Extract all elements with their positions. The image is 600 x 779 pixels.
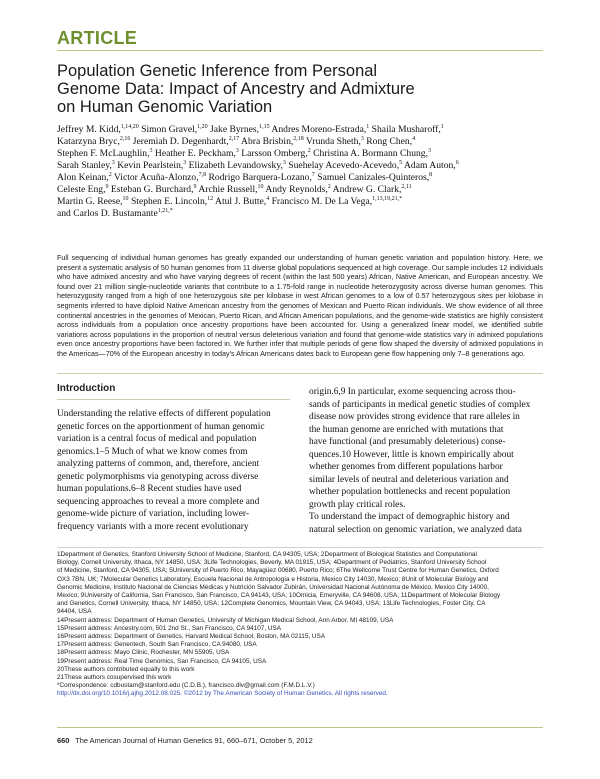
body-column-right [309, 386, 543, 536]
author-name: Alon Keinan, [57, 172, 109, 183]
section-heading-rule [57, 399, 290, 400]
author-affiliation-marker: 1 [366, 123, 370, 130]
body-text-line: human populations.6–8 Recent studies have used [57, 484, 242, 494]
author-name: Andrew G. Clark, [330, 184, 402, 195]
author-name: Rong Chen, [363, 136, 413, 147]
author-affiliation-marker: 10 [257, 183, 264, 190]
author-affiliation-marker: 3 [183, 159, 187, 166]
author-affiliation-marker: 3 [235, 147, 239, 154]
author-affiliation-marker: 4 [266, 195, 270, 202]
author-affiliation-marker: 9 [193, 183, 197, 190]
body-text-line: growth play critical roles. [309, 499, 406, 510]
author-affiliation-marker: 1,13,19,21,* [372, 195, 403, 202]
author-name: and Carlos D. Bustamante [57, 208, 158, 219]
author-name: Andy Reynolds, [263, 184, 328, 195]
body-text-line: the human genome are enriched with mutations that [309, 424, 504, 435]
title-line: Genome Data: Impact of Ancestry and Admixture [57, 80, 415, 98]
page-footer [57, 736, 313, 745]
section-heading-introduction: Introduction [57, 383, 116, 394]
author-list [57, 124, 543, 220]
author-affiliation-marker: 1,20 [197, 123, 208, 130]
author-name: Celeste Eng, [57, 184, 106, 195]
author-name: Heather E. Peckham, [152, 148, 236, 159]
author-affiliation-marker: 7 [311, 171, 315, 178]
author-name: Katarzyna Bryc, [57, 136, 120, 147]
body-text-line: disease now provides strong evidence that rare alleles in [309, 412, 520, 422]
author-line [57, 160, 543, 172]
footnote-line: and Genetics, Cornell University, Ithaca, NY 14850, USA; 12Complete Genomics, Mountain View, CA 94043, USA; 13Life Technologies, Foster City, CA [57, 600, 486, 608]
title-line: on Human Genomic Variation [57, 98, 273, 116]
author-line [57, 172, 543, 184]
author-affiliation-marker: 2 [327, 183, 331, 190]
author-name: Jake Byrnes, [207, 124, 260, 135]
title-line: Population Genetic Inference from Personal [57, 62, 378, 80]
doi-link[interactable]: http://dx.doi.org/10.1016/j.ajhg.2012.08.025. ©2012 by The American Society of Human Genetics. All rights reserved. [57, 690, 388, 698]
author-affiliation-marker: 1 [440, 123, 444, 130]
author-name: Jeffrey M. Kidd, [57, 124, 121, 135]
author-name: Martin G. Reese, [57, 196, 123, 207]
footnotes [57, 551, 543, 699]
author-affiliation-marker: 2,16 [119, 135, 131, 142]
author-name: Atul J. Butte, [213, 196, 267, 207]
footnote-line: 1Department of Genetics, Stanford University School of Medicine, Stanford, CA 94305, USA; 2Department of Biological Statistics and Computational [57, 551, 477, 558]
author-affiliation-marker: 2,18 [293, 135, 304, 142]
footnote-line: of Medicine, Stanford, CA 94305, USA; 5University of Puerto Rico, Mayagüez 00680, Puerto Rico; 6The Wellcome Trust Centre for Human Genetics, Oxford [57, 567, 499, 575]
author-line [57, 124, 543, 136]
author-affiliation-marker: 4 [412, 135, 416, 142]
footnote-line: OX3 7BN, UK; 7Molecular Genetics Laboratory, Escuela Nacional de Antropología e Historia, Mexico City 14030, Mexico; 8Unit of Molecular Biology and [57, 575, 489, 583]
footnote-line: 17Present address: Genentech, South San Francisco, CA 94080, USA [57, 641, 257, 649]
author-affiliation-marker: 5 [399, 159, 403, 166]
footnote-line: 20These authors contributed equally to this work [57, 665, 195, 673]
footnote-rule [57, 547, 543, 548]
author-affiliation-marker: 1,15 [259, 123, 270, 130]
author-name: Stephen F. McLaughlin, [57, 148, 150, 159]
author-name: Shaila Musharoff, [369, 124, 441, 135]
footer-rule [57, 727, 543, 728]
body-text-line: genomics.1–5 Much of what we know comes from [57, 446, 248, 457]
author-name: Esteban G. Burchard, [108, 184, 194, 195]
author-affiliation-marker: 10 [122, 195, 129, 202]
footnote-line: 16Present address: Department of Genetics, Harvard Medical School, Boston, MA 02115, USA [57, 633, 326, 641]
author-affiliation-marker: 3 [282, 159, 286, 166]
body-text-line: To understand the impact of demographic history and [309, 512, 510, 522]
author-name: Samuel Canizales-Quinteros, [314, 172, 430, 183]
author-affiliation-marker: 6 [455, 159, 459, 166]
author-name: Elizabeth Levandowsky, [186, 160, 283, 171]
footnote-line: 18Present address: Mayo Clinic, Rochester, MN 55905, USA [57, 649, 230, 657]
body-text-line: quences.10 However, little is known empirically about [309, 449, 514, 460]
author-affiliation-marker: 3 [111, 159, 115, 166]
author-affiliation-marker: 8 [429, 171, 433, 178]
author-affiliation-marker: 1,21,* [157, 207, 173, 214]
footnote-line: 14Present address: Department of Human Genetics, University of Michigan Medical School, Ann Arbor, MI 48109, USA [57, 616, 394, 624]
body-text-line: have functional (and presumably deleterious) conse- [309, 437, 506, 447]
author-affiliation-marker: 9 [105, 183, 109, 190]
author-name: Kevin Pearlstein, [114, 160, 184, 171]
footnote-line: 94404, USA [57, 608, 92, 616]
author-name: Stephen E. Lincoln, [128, 196, 208, 207]
body-text-line: frequency variants with a more recent evolutionary [57, 521, 249, 532]
body-text-line: sequencing approaches to reveal a more complete and [57, 496, 260, 507]
author-name: Adam Auton, [402, 160, 456, 171]
author-name: Christina A. Bormann Chung, [310, 148, 428, 159]
author-name: Andres Moreno-Estrada, [269, 124, 367, 135]
page-number: 660 [57, 736, 70, 745]
author-name: Sarah Stanley, [57, 160, 112, 171]
body-text-line: analyzing patterns of common, and, therefore, ancient [57, 459, 260, 469]
author-affiliation-marker: 2,17 [228, 135, 240, 142]
abstract-rule [57, 373, 543, 374]
footnote-line: Genomic Medicine, Instituto Nacional de Ciencias Médicas y Nutrición Salvador Zubirán, Universidad Nacional Autónoma de México, Mexico City 14000, [57, 583, 489, 591]
body-text-line: genome-wide picture of variation, including lower- [57, 509, 249, 519]
author-name: Vrunda Sheth, [303, 136, 361, 147]
body-text-line: genetic forces on the apportionment of human genomic [57, 421, 265, 432]
journal-citation: The American Journal of Human Genetics 91, 660–671, October 5, 2012 [75, 736, 313, 745]
body-text-line: genetic polymorphisms via genotyping across diverse [57, 471, 259, 482]
author-name: Suehelay Acevedo-Acevedo, [285, 160, 400, 171]
footnote-line: 15Present address: Ancestry.com, 501 2nd St., San Francisco, CA 94107, USA [57, 624, 282, 632]
author-line [57, 148, 543, 160]
footnote-line: *Correspondence: cdbustam@stanford.edu (C.D.B.), francisco.dlv@gmail.com (F.M.D.L.V.) [57, 682, 315, 690]
author-affiliation-marker: 7,8 [198, 171, 207, 178]
body-text-line: whether genomes from different populations harbor [309, 462, 503, 472]
header-rule [57, 50, 543, 51]
author-affiliation-marker: 2,11 [401, 183, 412, 190]
footnote-line: 21These authors cosupervised this work [57, 674, 172, 682]
author-affiliation-marker: 1,14,20 [120, 123, 139, 130]
author-name: Jeremiah D. Degenhardt, [130, 136, 229, 147]
body-text-line: variation is a central focus of medical and population [57, 434, 257, 444]
article-label: ARTICLE [57, 28, 138, 48]
author-name: Archie Russell, [196, 184, 258, 195]
author-line [57, 196, 543, 208]
author-name: Victor Acuña-Alonzo, [111, 172, 199, 183]
author-affiliation-marker: 3 [360, 135, 364, 142]
abstract: Full sequencing of individual human genomes has greatly expanded our understanding of human genetic variation and population history. Here, we present a systematic analysis of 50 human genomes from 11 diverse global populations sequenced at high coverage. Our sample includes 12 individuals who have admixed ancestry and who have varying degrees of recent (within the last 500 years) African, Native American, and European ancestry. We found over 21 million single-nucleotide variants that contribute to a 1.75-fold range in nucleotide heterozygosity across diverse human genomes. This heterozygosity ranged from a high of one heterozygous site per kilobase in west African genomes to a low of 0.57 heterozygous sites per kilobase in segments inferred to have diploid Native American ancestry from the genomes of Mexican and Puerto Rican individuals. We show evidence of all three continental ancestries in the genomes of Mexican, Puerto Rican, and African American populations, and the genome-wide statistics are highly consistent across individuals from a population once ancestry proportions have been accounted for. Using a generalized linear model, we identified subtle variations across populations in the proportion of neutral versus deleterious variation and found that genome-wide statistics vary in admixed populations even once ancestry proportions have been factored in. We further infer that multiple periods of gene flow shaped the diversity of admixed populations in the Americas—70% of the European ancestry in today's African Americans dates back to European gene flow happening only 7–8 generations ago. [57, 253, 543, 358]
author-line [57, 208, 543, 220]
body-column-left [57, 408, 291, 533]
body-text-line: Understanding the relative effects of different population [57, 409, 271, 419]
author-affiliation-marker: 2 [108, 171, 112, 178]
body-text-line: similar levels of neutral and deleterious variation and [309, 474, 509, 485]
footnote-line: 19Present address: Real Time Genomics, San Francisco, CA 94105, USA [57, 657, 267, 665]
author-line [57, 136, 543, 148]
author-name: Rodrigo Barquera-Lozano, [206, 172, 312, 183]
body-text-line: sands of participants in medical genetic studies of complex [309, 399, 531, 410]
author-name: Francisco M. De La Vega, [269, 196, 373, 207]
author-affiliation-marker: 2 [307, 147, 311, 154]
footnote-line: Biology, Cornell University, Ithaca, NY 14850, USA; 3Life Technologies, Beverly, MA 01915, USA; 4Department of Pediatrics, Stanford University School [57, 559, 487, 567]
footnote-line: Mexico; 9University of California, San Francisco, San Francisco, CA 94143, USA; 10Omicia, Emeryville, CA 94608, USA; 11Department of Molecular Biology [57, 592, 501, 600]
author-line [57, 184, 543, 196]
author-affiliation-marker: 12 [207, 195, 214, 202]
author-affiliation-marker: 3 [149, 147, 153, 154]
body-text-line: natural selection on genomic variation, we analyzed data [309, 524, 522, 535]
body-text-line: whether population bottlenecks and recent population [309, 487, 511, 497]
author-name: Larsson Omberg, [238, 148, 308, 159]
body-text-line: origin.6,9 In particular, exome sequencing across thou- [309, 387, 516, 397]
author-name: Abra Brisbin, [239, 136, 294, 147]
author-name: Simon Gravel, [138, 124, 198, 135]
paper-title [57, 62, 477, 116]
author-affiliation-marker: 3 [428, 147, 431, 154]
